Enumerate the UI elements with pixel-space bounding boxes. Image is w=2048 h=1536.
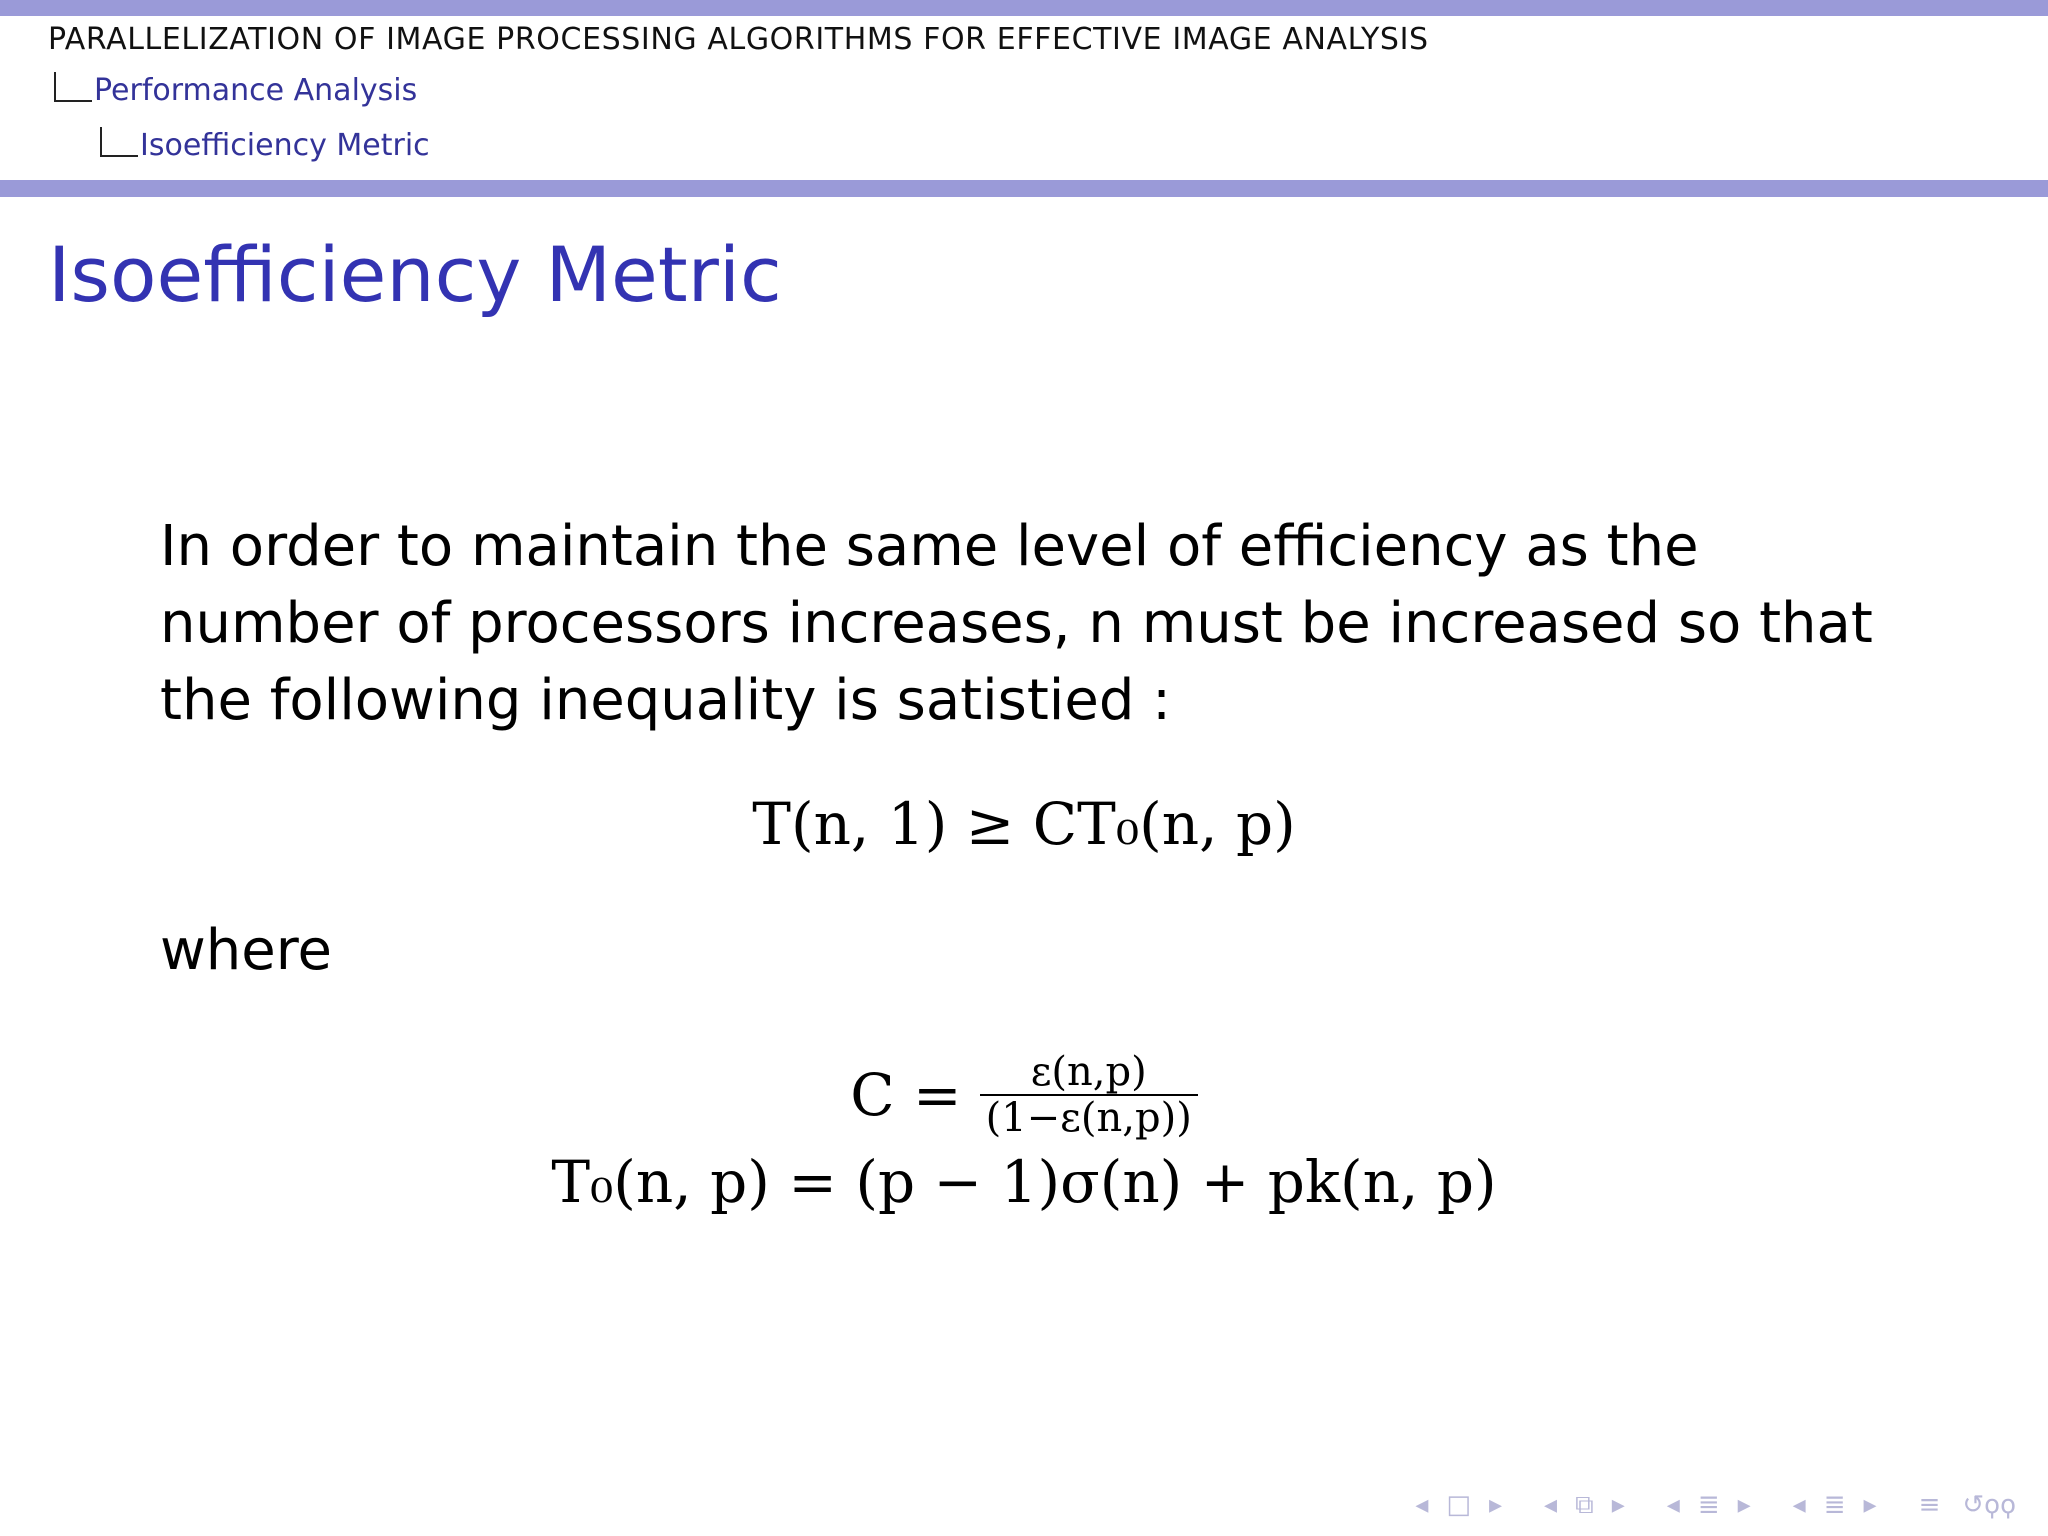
next-section-icon[interactable]: ▸ — [1737, 1490, 1751, 1520]
subsection-icon[interactable]: ⧉ — [1575, 1490, 1594, 1520]
breadcrumb-subsection[interactable] — [100, 127, 430, 163]
nav-part-group — [1785, 1490, 1885, 1521]
prev-part-icon[interactable]: ◂ — [1792, 1490, 1806, 1520]
frame-icon[interactable]: □ — [1446, 1490, 1471, 1520]
header-top-bar — [0, 0, 2048, 16]
prev-subsection-icon[interactable]: ◂ — [1544, 1490, 1558, 1520]
prev-section-icon[interactable]: ◂ — [1666, 1490, 1680, 1520]
c-denominator: (1−ε(n,p)) — [985, 1095, 1192, 1141]
next-part-icon[interactable]: ▸ — [1863, 1490, 1877, 1520]
inequality-equation: T(n, 1) ≥ CT₀(n, p) — [752, 790, 1296, 858]
header-bottom-bar — [0, 180, 2048, 197]
next-frame-icon[interactable]: ▸ — [1488, 1490, 1503, 1520]
frame-title: Isoefficiency Metric — [48, 230, 782, 319]
breadcrumb-subsection-label: Isoefficiency Metric — [140, 128, 430, 163]
tree-elbow-icon — [54, 72, 92, 102]
c-definition-equation — [0, 1050, 2048, 1140]
next-subsection-icon[interactable]: ▸ — [1611, 1490, 1625, 1520]
c-lhs: C = — [850, 1061, 962, 1129]
c-fraction — [980, 1050, 1198, 1140]
where-label: where — [160, 918, 332, 983]
nav-frame-group — [1407, 1490, 1510, 1521]
section-icon[interactable]: ≣ — [1697, 1490, 1720, 1520]
c-numerator: ε(n,p) — [1030, 1049, 1147, 1095]
part-icon[interactable]: ≣ — [1823, 1490, 1846, 1520]
prev-frame-icon[interactable]: ◂ — [1415, 1490, 1429, 1520]
nav-section-group — [1659, 1490, 1759, 1521]
tree-elbow-icon — [100, 127, 138, 157]
search-icon[interactable]: ↺ϙϙ — [1962, 1490, 2016, 1520]
nav-subsection-group — [1536, 1490, 1633, 1521]
t0-definition-equation: T₀(n, p) = (p − 1)σ(n) + pk(n, p) — [551, 1148, 1497, 1216]
body-paragraph: In order to maintain the same level of efficiency as the number of processors increases, n must be increased so that the following inequality is satistied : — [160, 514, 1873, 733]
align-icon[interactable]: ≡ — [1918, 1490, 1941, 1520]
breadcrumb-section-label: Performance Analysis — [94, 73, 418, 108]
presentation-title[interactable]: PARALLELIZATION OF IMAGE PROCESSING ALGORITHMS FOR EFFECTIVE IMAGE ANALYSIS — [48, 22, 1429, 57]
beamer-navigation — [1407, 1490, 2024, 1521]
breadcrumb-section[interactable] — [54, 72, 417, 108]
